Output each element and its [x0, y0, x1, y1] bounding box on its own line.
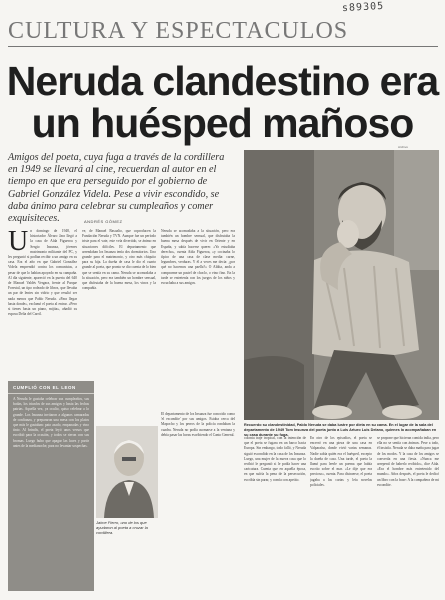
headline-line-2: un huésped mañoso — [31, 100, 414, 146]
sidebar-text: A Neruda le gustaba celebrar sus cumpleaños, sus bodas, los triunfos de sus amigos y hasta las fechas patrias. Aquella vez, ya oculto, quiso celebrar a lo grande. Los Insunza invitaron a algunos camaradas de confianza, y prepararon una mesa con los platos que más le gustaban: pato asado, empanadas y vino tinto. Al brindis, el poeta leyó unos versos que escribió para la ocasión, y todos se rieron con sus bromas. Luego hubo que apagar las luces y partir antes de la medianoche, para no levantar sospechas. — [13, 397, 89, 448]
main-photo-caption: Recuerdo su clandestinidad, Pablo Neruda se daba lustre por dieta en su cama. En el lugar de la sala del departamento de 1949 Tom Insunza del poeta junto a Luis Arturo Luis Delano, quienes lo acompañaban en su casa durante su fuga. — [244, 423, 437, 437]
drop-cap: U — [8, 229, 29, 257]
body-column-3: Neruda se acomodaba a la situación, pero era también un hombre sensual, que disfrutaba la buena mesa después de vivir en Oriente y en España, y sabía hacerse querer. «Yo estudiaba derecho», cuenta Aída Figueroa, «y cocinaba lo típico de una casa de clase media: carne, legumbres, verduras. Y él a veces me decía: ¿por qué no hacemos una paella?» O Aldita, anda a comprarme un pastel de choclo, o vino fino. En la tarde se entretenía con los juegos de los niños y escuchaba a sus amigos. — [161, 229, 235, 286]
inset-photo-jaime-fierro — [96, 426, 158, 518]
body-column-1-text: n domingo de 1948, el historiador Álvaro Jara llegó a la casa de Aída Figueroa y Sergio Insunza, jóvenes matrimonio militante del PC, y les preguntó si podían recibir a un amigo en su casa. Era el año en que Gabriel González Videla emprendió contra los comunistas, a pesar de que lo habían apoyado en su campaña. Al día siguiente, apareció en la puerta del 640 de Manuel Valdés Vergara, frente al Parque Forestal, un tipo rodeado de libros, que llevaba un par de lentes sin vidrio y que resultó ser nada menos que Pablo Neruda. «Para llegar hasta donde», exclamó el poeta al entrar. «Pero si tienes hasta un piano, mijita», añadió su esposa Delia del Carril. — [8, 229, 77, 317]
article-deck: Amigos del poeta, cuya fuga a través de la cordillera en 1949 se llevará al cine, recuerdan al autor en el tiempo en que era perseguido por el gobierno de Gabriel González Videla. Pese a vivir escondido, se daba ánimo para celebrar su cumpleaños y comer exquisiteces. — [8, 152, 225, 225]
inset-photo-caption: Jaime Fierro, uno de los que ayudaron al poeta a cruzar la cordillera. — [96, 520, 148, 536]
inset-portrait-illustration — [96, 426, 158, 518]
byline: ANDRÉS GÓMEZ — [84, 219, 123, 224]
sidebar-title: CUMPLIÓ CON EL LEON — [8, 381, 94, 394]
sidebar-box — [8, 381, 94, 591]
section-rule — [8, 46, 438, 47]
lower-column-2: En otro de los episodios, el poeta se encerró en una pieza de una casa en Valparaíso, donde vivió varias semanas. Nadie sabía quién era el huésped, excepto la dueña de casa. Una tarde, el poeta la llamó para leerle un poema que había escrito sobre el mar. «Le dije que era precioso», cuenta. Para distraerse, el poeta jugaba a las cartas y leía novelas policiales. — [310, 436, 372, 487]
body-column-2: ve, de Manuel Basoalto, que coproducen la Fundación Neruda y TVN. Aunque fue un período triste para el vate, este veía divertido, se ánimo en situaciones difíciles. El departamento que arrendaban los Insunza tenía dos dormitorios. Uno grande para el matrimonio, y otro más chiquito para su hija. La dueña de casa le dio el cuarto grande al poeta, que pronto se dio cuenta de lo bien que se sentía en su cama. Neruda se acomodaba a la situación, pero era también un hombre sensual, que disfrutaba de la buena mesa, los vinos y la compañía. — [82, 229, 156, 291]
photo-credit: Archivo — [398, 145, 409, 149]
lower-column-1: colonia traje tropical, con la intención de que el poeta se fugara en un barco hacia Europa. Sin embargo, todo falló, y Neruda siguió escondido en la casa de los Insunza. Luego, una mujer de la nueva casa que lo recibió le preguntó si le podía hacer una caricatura. Cuenta que en aquella época, en que sufría la pena de la persecución, escribía sin parar, y comía con apetito. — [244, 436, 306, 482]
main-photo-neruda — [244, 150, 439, 420]
body-column-3-continued: El departamento de los Insunza fue conocido como 'el escondite' por sus amigos. Estaba cerca del Mapocho y los perros de la policía rondaban la cuadra. Neruda no podía asomarse a la ventana y debía pasar las horas escribiendo el Canto General. — [161, 412, 235, 437]
body-column-1 — [8, 229, 77, 379]
handwritten-archive-code: s89305 — [341, 0, 385, 15]
neruda-photo-illustration — [244, 150, 439, 420]
lower-column-3: se propone que hicieran comida india, pero ella no se sentía con ánimos. Pese a todo, él insistía. Neruda se daba maña para jugar de los modos. Y la casa de los amigos se convertía en una fiesta. «Nunca me arrepentí de haberlo recibido», dice Aída. «Era el hombre más entretenido del mundo». Años después, el poeta le dedicó un libro con la frase: A la compañera de mi escondite. — [377, 436, 439, 487]
section-title: CULTURA Y ESPECTACULOS — [8, 18, 349, 44]
headline-line-1: Neruda clandestino era — [6, 58, 439, 104]
